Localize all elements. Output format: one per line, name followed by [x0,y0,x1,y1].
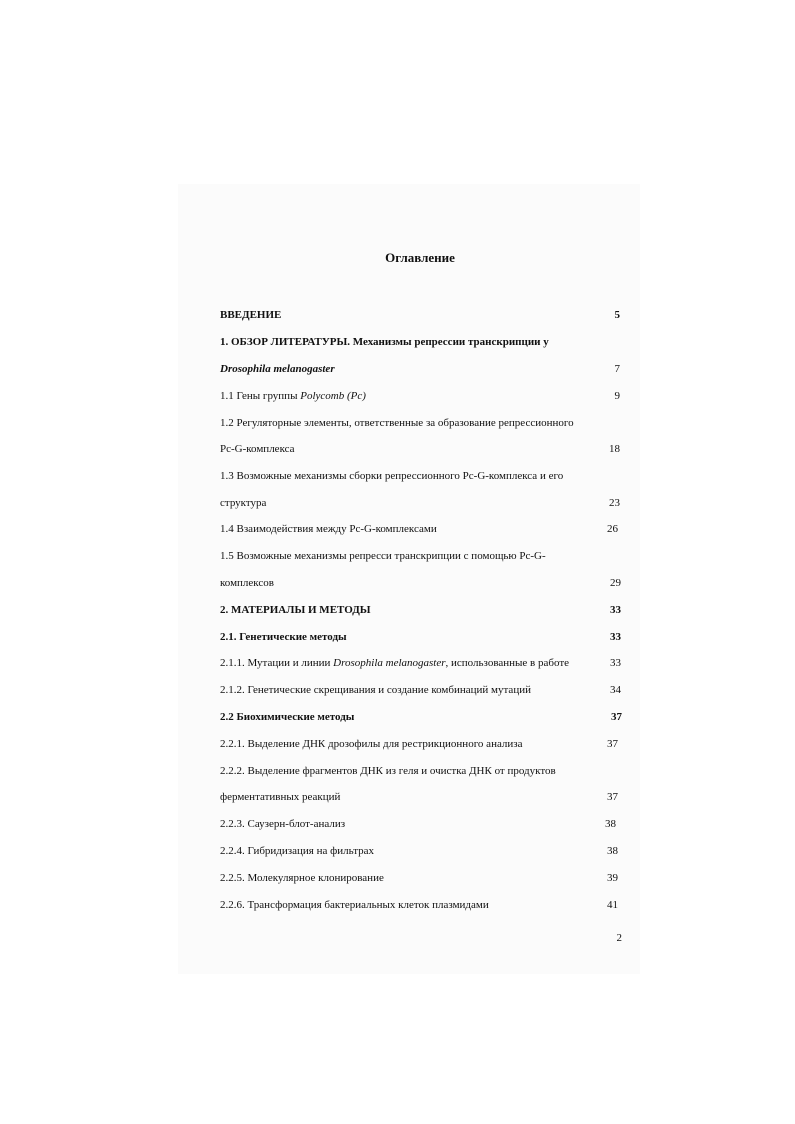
toc-entry-text: комплексов [220,577,274,589]
toc-entry-text: 2.2.1. Выделение ДНК дрозофилы для рестрикционного анализа [220,738,523,750]
toc-entry-text: 2.2.5. Молекулярное клонирование [220,872,384,884]
toc-entry-text: 1.1 Гены группы Polycomb (Pc) [220,390,366,402]
toc-entry-page: 5 [614,309,620,321]
toc-entry-text: 1.5 Возможные механизмы репресси транскрипции с помощью Pc-G- [220,550,546,562]
toc-entry-text: 1.2 Регуляторные элементы, ответственные за образование репрессионного [220,417,574,429]
toc-title: Оглавление [385,250,455,265]
toc-entry-text: структура [220,497,267,509]
toc-entry-page: 7 [614,363,620,375]
toc-entry-page: 39 [607,872,618,884]
toc-entry-page: 41 [607,899,618,911]
toc-entry-text: 2.2.3. Саузерн-блот-анализ [220,818,346,830]
toc-entry-text: 2. МАТЕРИАЛЫ И МЕТОДЫ [220,604,371,616]
toc-entry-text: 2.1. Генетические методы [220,631,347,643]
toc-entry-page: 37 [607,791,618,803]
toc-entry-text: Pc-G-комплекса [220,443,295,455]
toc-entry-page: 26 [607,523,618,535]
toc-entry-text: 1.4 Взаимодействия между Pc-G-комплексами [220,523,437,535]
toc-entry-page: 37 [611,711,622,723]
toc-entry-text: 1. ОБЗОР ЛИТЕРАТУРЫ. Механизмы репрессии транскрипции у [220,336,549,348]
page-number: 2 [616,932,622,944]
toc-entry-text: 2.1.2. Генетические скрещивания и создание комбинаций мутаций [220,684,531,696]
toc-entry-text: 2.2 Биохимические методы [220,711,355,723]
toc-entry-text: ферментативных реакций [220,791,341,803]
toc-entry-page: 33 [610,631,621,643]
toc-entry-text: 2.2.4. Гибридизация на фильтрах [220,845,375,857]
toc-entry-text: 1.3 Возможные механизмы сборки репрессионного Pc-G-комплекса и его [220,470,564,482]
toc-entry-page: 18 [609,443,620,455]
toc-entry-text: 2.1.1. Мутации и линии Drosophila melanogaster, использованные в работе [220,657,570,669]
toc-entry-text: 2.2.2. Выделение фрагментов ДНК из геля и очистка ДНК от продуктов [220,765,556,777]
toc-entry-page: 38 [607,845,618,857]
toc-entry-text: Drosophila melanogaster [220,363,335,375]
toc-entry-page: 29 [610,577,621,589]
toc-entry-text: 2.2.6. Трансформация бактериальных клеток плазмидами [220,899,489,911]
toc-entry-page: 34 [610,684,621,696]
toc-entry-page: 33 [610,657,621,669]
toc-entry-page: 33 [610,604,621,616]
toc-entry-page: 37 [607,738,618,750]
toc-entry-text: ВВЕДЕНИЕ [220,309,282,321]
toc-entry-page: 23 [609,497,620,509]
toc-entry-page: 9 [614,390,620,402]
toc-entry-page: 38 [605,818,616,830]
